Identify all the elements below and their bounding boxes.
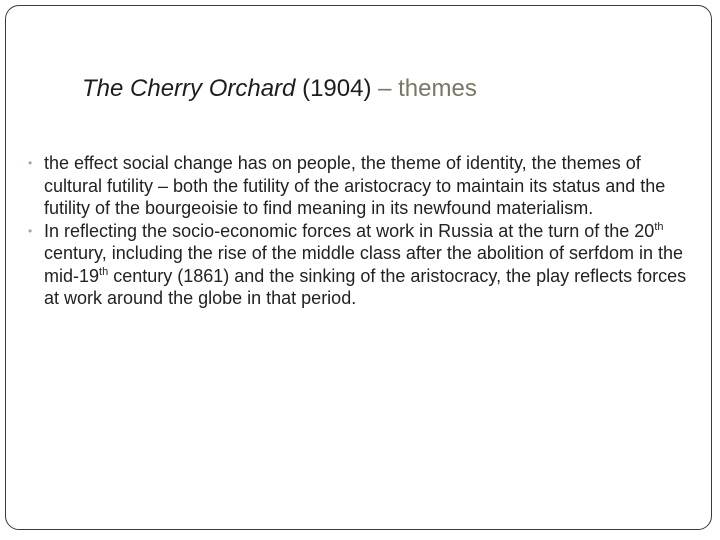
title-play-name: The Cherry Orchard	[82, 75, 296, 102]
title-themes: – themes	[371, 75, 477, 102]
superscript: th	[654, 220, 664, 233]
bullet-marker-icon: •	[28, 156, 33, 170]
title-year: (1904)	[295, 75, 372, 102]
bullet-item	[28, 220, 700, 310]
bullet-text-part: In reflecting the socio-economic forces at work in Russia at the turn of the 20	[44, 220, 655, 241]
bullet-text-part: century, including the rise of the middle class after the abolition of serfdom in the mid-19	[44, 243, 684, 286]
superscript: th	[99, 265, 109, 278]
bullet-text: the effect social change has on people, the theme of identity, the themes of cultural futility – both the futility of the aristocracy to maintain its status and the futility of the bourgeoisie to find meaning in its newfound materialism.	[44, 153, 666, 218]
bullet-list	[28, 152, 700, 310]
bullet-marker-icon: •	[28, 223, 33, 238]
bullet-text	[44, 221, 686, 309]
slide-title	[82, 74, 477, 104]
bullet-text-part: century (1861) and the sinking of the aristocracy, the play reflects forces at work around the globe in that period.	[44, 265, 687, 308]
bullet-item	[28, 152, 700, 220]
